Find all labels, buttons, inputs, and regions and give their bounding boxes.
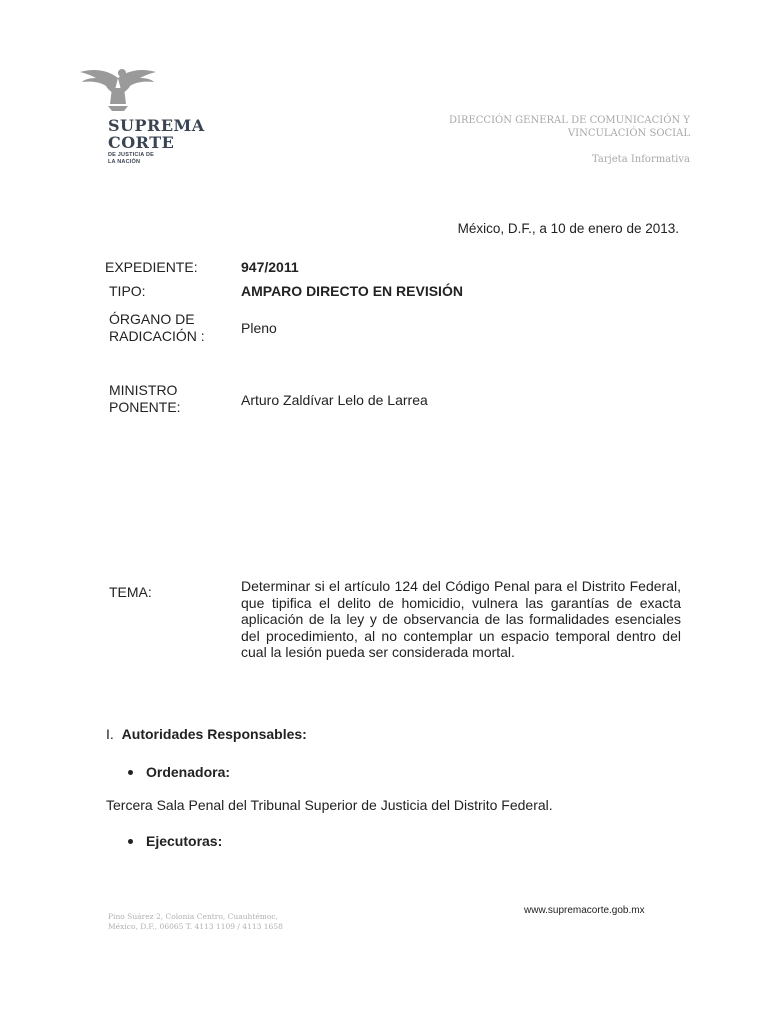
organo-label-line2: RADICACIÓN : — [109, 328, 205, 344]
tipo-value: AMPARO DIRECTO EN REVISIÓN — [241, 283, 463, 299]
header-department-line2: VINCULACIÓN SOCIAL — [567, 128, 690, 139]
ministro-label-line2: PONENTE: — [109, 399, 181, 415]
logo-text-suprema: SUPREMA — [108, 116, 205, 135]
section-number: I. — [106, 726, 114, 742]
bullet-dot-icon — [128, 770, 133, 775]
footer-address-line2: México, D.F., 06065 T. 4113 1109 / 4113 1658 — [108, 922, 283, 931]
ministro-label-line1: MINISTRO — [109, 382, 178, 398]
eagle-emblem-icon — [78, 64, 158, 114]
expediente-value: 947/2011 — [241, 259, 299, 275]
document-date: México, D.F., a 10 de enero de 2013. — [457, 221, 679, 236]
tema-value: Determinar si el artículo 124 del Código Penal para el Distrito Federal, que tipifica el delito de homicidio, vulnera las garantías de exacta aplicación de la ley y de observancia de las formalidades esenciales del procedimiento, al no contemplar un espacio temporal dentro del cual la lesión pueda ser considerada mortal. — [241, 578, 681, 660]
footer-address-line1: Pino Suárez 2, Colonia Centro, Cuauhtémoc, — [108, 912, 279, 921]
organo-label-line1: ÓRGANO DE — [109, 311, 195, 327]
bullet-ejecutoras — [128, 833, 222, 849]
ministro-value: Arturo Zaldívar Lelo de Larrea — [241, 392, 428, 408]
section-title: Autoridades Responsables: — [121, 726, 307, 742]
header-department-line1: DIRECCIÓN GENERAL DE COMUNICACIÓN Y — [448, 115, 690, 126]
logo-text-corte: CORTE — [108, 133, 175, 152]
bullet-ejecutoras-label: Ejecutoras: — [146, 833, 223, 849]
expediente-label: EXPEDIENTE: — [105, 259, 198, 275]
header-doc-type: Tarjeta Informativa — [592, 154, 690, 165]
footer-address — [108, 912, 283, 932]
tema-label: TEMA: — [109, 584, 152, 600]
section-heading — [106, 726, 307, 742]
footer-website: www.supremacorte.gob.mx — [524, 905, 645, 916]
bullet-dot-icon — [128, 839, 133, 844]
logo-subtext-1: DE JUSTICIA DE — [108, 152, 154, 158]
bullet-ordenadora — [128, 764, 230, 780]
logo-subtext-2: LA NACIÓN — [108, 159, 141, 165]
ordenadora-paragraph: Tercera Sala Penal del Tribunal Superior de Justicia del Distrito Federal. — [106, 797, 553, 813]
tipo-label: TIPO: — [109, 283, 146, 299]
organo-value: Pleno — [241, 320, 277, 336]
bullet-ordenadora-label: Ordenadora: — [146, 764, 231, 780]
